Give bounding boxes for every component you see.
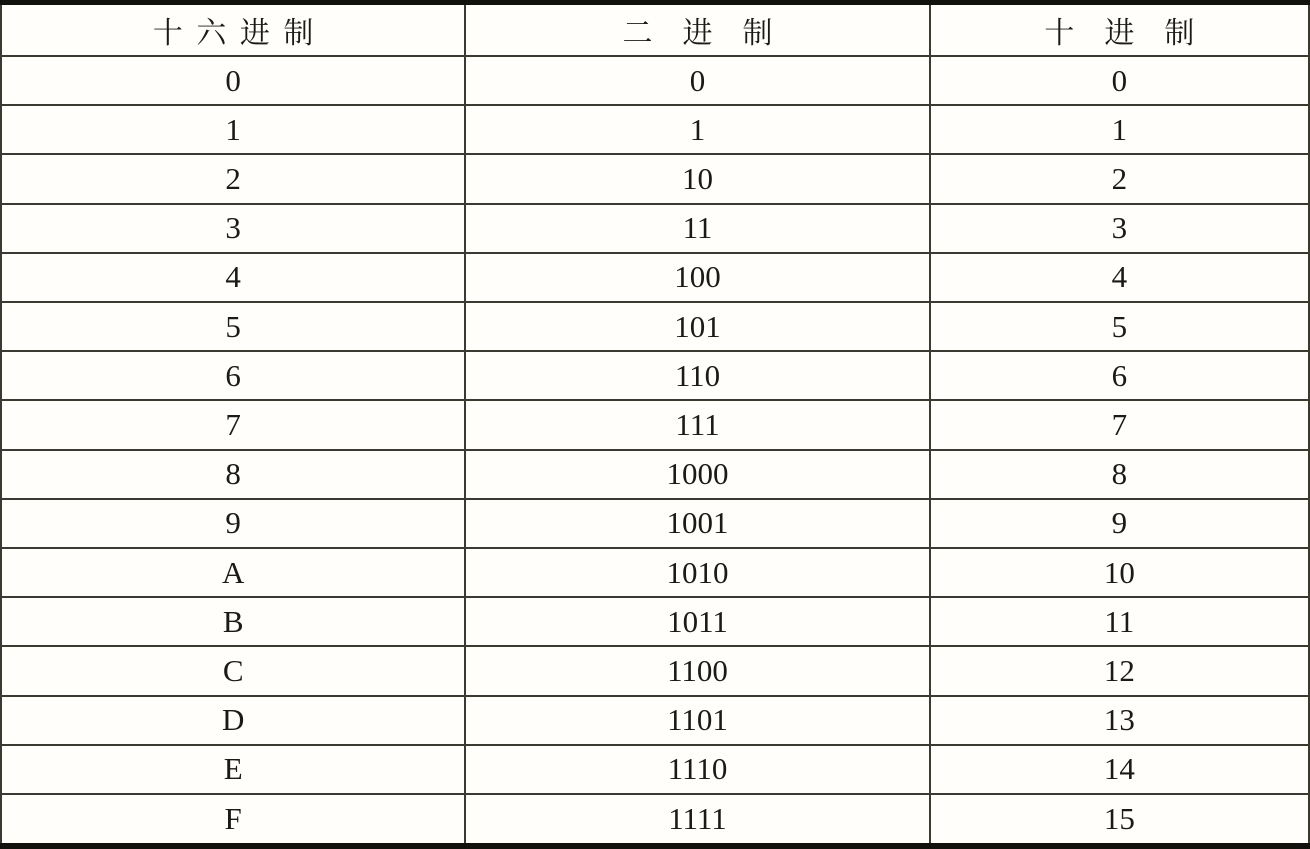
- cell-decimal: 2: [930, 154, 1309, 203]
- cell-decimal: 11: [930, 597, 1309, 646]
- cell-binary: 1010: [465, 548, 929, 597]
- cell-hexadecimal: 1: [1, 105, 465, 154]
- cell-decimal: 14: [930, 745, 1309, 794]
- cell-decimal: 6: [930, 351, 1309, 400]
- table-row: [1, 794, 1309, 846]
- cell-binary: 1000: [465, 450, 929, 499]
- table-row: [1, 253, 1309, 302]
- cell-decimal: 0: [930, 56, 1309, 105]
- cell-decimal: 1: [930, 105, 1309, 154]
- cell-binary: 1111: [465, 794, 929, 846]
- cell-hexadecimal: 5: [1, 302, 465, 351]
- header-decimal: 十进制: [930, 3, 1309, 57]
- table-row: [1, 548, 1309, 597]
- cell-hexadecimal: B: [1, 597, 465, 646]
- cell-binary: 1: [465, 105, 929, 154]
- cell-decimal: 8: [930, 450, 1309, 499]
- cell-decimal: 7: [930, 400, 1309, 449]
- cell-binary: 111: [465, 400, 929, 449]
- table-row: [1, 499, 1309, 548]
- table-header: [1, 3, 1309, 57]
- cell-hexadecimal: 2: [1, 154, 465, 203]
- cell-decimal: 3: [930, 204, 1309, 253]
- table-row: [1, 56, 1309, 105]
- cell-hexadecimal: E: [1, 745, 465, 794]
- cell-binary: 0: [465, 56, 929, 105]
- cell-decimal: 15: [930, 794, 1309, 846]
- cell-binary: 10: [465, 154, 929, 203]
- header-hexadecimal: 十六进制: [1, 3, 465, 57]
- cell-decimal: 13: [930, 696, 1309, 745]
- cell-binary: 1001: [465, 499, 929, 548]
- cell-binary: 100: [465, 253, 929, 302]
- table-row: [1, 154, 1309, 203]
- cell-hexadecimal: 7: [1, 400, 465, 449]
- cell-hexadecimal: 8: [1, 450, 465, 499]
- cell-decimal: 9: [930, 499, 1309, 548]
- cell-decimal: 5: [930, 302, 1309, 351]
- table-row: [1, 745, 1309, 794]
- cell-hexadecimal: D: [1, 696, 465, 745]
- cell-hexadecimal: A: [1, 548, 465, 597]
- cell-hexadecimal: 3: [1, 204, 465, 253]
- cell-hexadecimal: C: [1, 646, 465, 695]
- cell-binary: 1100: [465, 646, 929, 695]
- header-row: [1, 3, 1309, 57]
- header-binary: 二进制: [465, 3, 929, 57]
- table-row: [1, 646, 1309, 695]
- cell-decimal: 12: [930, 646, 1309, 695]
- table-row: [1, 204, 1309, 253]
- cell-decimal: 4: [930, 253, 1309, 302]
- table-row: [1, 597, 1309, 646]
- table-row: [1, 450, 1309, 499]
- cell-hexadecimal: 4: [1, 253, 465, 302]
- table-row: [1, 302, 1309, 351]
- cell-hexadecimal: F: [1, 794, 465, 846]
- table-row: [1, 696, 1309, 745]
- table-row: [1, 351, 1309, 400]
- cell-decimal: 10: [930, 548, 1309, 597]
- cell-hexadecimal: 9: [1, 499, 465, 548]
- cell-binary: 11: [465, 204, 929, 253]
- cell-hexadecimal: 6: [1, 351, 465, 400]
- cell-hexadecimal: 0: [1, 56, 465, 105]
- cell-binary: 1101: [465, 696, 929, 745]
- cell-binary: 1110: [465, 745, 929, 794]
- cell-binary: 110: [465, 351, 929, 400]
- cell-binary: 101: [465, 302, 929, 351]
- cell-binary: 1011: [465, 597, 929, 646]
- table-body: [1, 56, 1309, 846]
- table-row: [1, 400, 1309, 449]
- table-row: [1, 105, 1309, 154]
